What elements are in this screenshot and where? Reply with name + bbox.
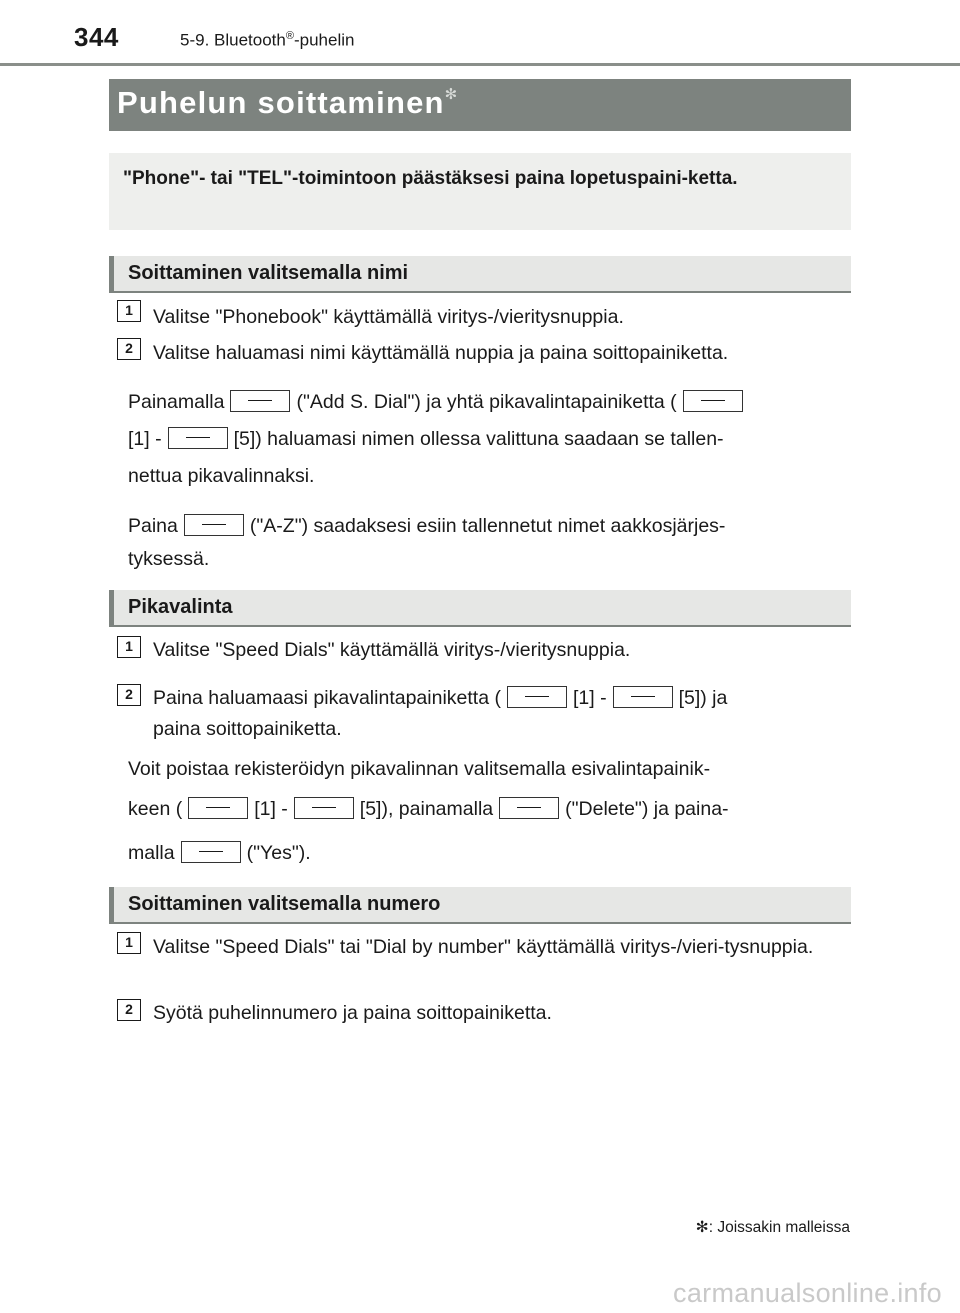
yes-button-icon bbox=[181, 841, 241, 863]
preset-button-icon bbox=[683, 390, 743, 412]
step-badge: 1 bbox=[117, 932, 141, 954]
chapter-suffix: -puhelin bbox=[293, 30, 355, 50]
note-line: Voit poistaa rekisteröidyn pikavalinnan valitsemalla esivalintapainik- bbox=[128, 758, 711, 780]
step-text: paina soittopainiketta. bbox=[153, 718, 342, 740]
intro-box bbox=[109, 153, 851, 230]
step-badge: 2 bbox=[117, 338, 141, 360]
section-title-bar bbox=[109, 79, 851, 131]
page-header bbox=[0, 0, 960, 64]
step-badge: 1 bbox=[117, 300, 141, 322]
note-text: malla bbox=[128, 842, 175, 864]
note-text: keen ( bbox=[128, 798, 183, 820]
preset-button-icon bbox=[613, 686, 673, 708]
step-text: [1] - bbox=[572, 687, 607, 709]
section-title bbox=[117, 85, 458, 121]
note-text: [5]), painamalla bbox=[359, 798, 494, 820]
heading-accent-bar bbox=[109, 887, 114, 922]
heading-accent-bar bbox=[109, 256, 114, 291]
add-speed-dial-button-icon bbox=[230, 390, 290, 412]
step-line bbox=[153, 687, 727, 710]
footnote: ✻: Joissakin malleissa bbox=[695, 1219, 850, 1236]
step-text: Valitse "Speed Dials" käyttämällä viritys-/vieritysnuppia. bbox=[153, 639, 631, 661]
step-badge: 2 bbox=[117, 999, 141, 1021]
section-heading-label: Soittaminen valitsemalla numero bbox=[128, 893, 441, 915]
step-text: Paina haluamaasi pikavalintapainiketta ( bbox=[153, 687, 501, 709]
note-text: [1] - bbox=[128, 428, 162, 450]
step-badge: 1 bbox=[117, 636, 141, 658]
note-text: ("Yes"). bbox=[246, 842, 311, 864]
preset-button-icon bbox=[188, 797, 248, 819]
note-line bbox=[128, 798, 729, 821]
chapter-prefix: 5-9. Bluetooth bbox=[180, 30, 286, 50]
section-title-text: Puhelun soittaminen bbox=[117, 85, 445, 120]
watermark: carmanualsonline.info bbox=[673, 1278, 942, 1308]
note-text: ("A-Z") saadaksesi esiin tallennetut nimet aakkosjärjes- bbox=[249, 515, 726, 537]
note-line: nettua pikavalinnaksi. bbox=[128, 465, 315, 487]
page-number: 344 bbox=[74, 22, 119, 52]
step-text: Valitse haluamasi nimi käyttämällä nuppia ja paina soittopainiketta. bbox=[153, 342, 729, 364]
note-text: [1] - bbox=[254, 798, 288, 820]
step-text: [5]) ja bbox=[678, 687, 728, 709]
note-text: Painamalla bbox=[128, 391, 225, 413]
section-heading-speed-dial bbox=[109, 590, 851, 627]
heading-accent-bar bbox=[109, 590, 114, 625]
step-badge: 2 bbox=[117, 684, 141, 706]
note-line bbox=[128, 428, 724, 451]
step-text: Valitse "Speed Dials" tai "Dial by number" käyttämällä viritys-/vieri-tysnuppia. bbox=[153, 936, 814, 958]
note-line bbox=[128, 391, 749, 414]
chapter-title bbox=[180, 30, 354, 51]
a-z-button-icon bbox=[184, 514, 244, 536]
section-heading-label: Pikavalinta bbox=[128, 596, 233, 618]
preset-button-icon bbox=[507, 686, 567, 708]
section-heading-name bbox=[109, 256, 851, 293]
note-text: ("Delete") ja paina- bbox=[565, 798, 729, 820]
intro-text: "Phone"- tai "TEL"-toimintoon päästäksesi paina lopetuspaini-ketta. bbox=[123, 168, 738, 189]
note-line bbox=[128, 842, 311, 865]
step-text: Valitse "Phonebook" käyttämällä viritys-/vieritysnuppia. bbox=[153, 306, 624, 328]
delete-button-icon bbox=[499, 797, 559, 819]
note-text: [5]) haluamasi nimen ollessa valittuna saadaan se tallen- bbox=[233, 428, 724, 450]
note-text: Paina bbox=[128, 515, 178, 537]
section-heading-label: Soittaminen valitsemalla nimi bbox=[128, 262, 409, 284]
section-heading-number bbox=[109, 887, 851, 924]
note-line bbox=[128, 515, 725, 538]
preset-button-icon bbox=[294, 797, 354, 819]
note-text: ("Add S. Dial") ja yhtä pikavalintapainiketta ( bbox=[296, 391, 677, 413]
asterisk-icon: ✻ bbox=[444, 86, 459, 103]
preset-button-icon bbox=[168, 427, 228, 449]
note-line: tyksessä. bbox=[128, 548, 210, 570]
header-divider bbox=[0, 63, 960, 66]
registered-mark: ® bbox=[285, 30, 294, 42]
step-text: Syötä puhelinnumero ja paina soittopainiketta. bbox=[153, 1002, 552, 1024]
